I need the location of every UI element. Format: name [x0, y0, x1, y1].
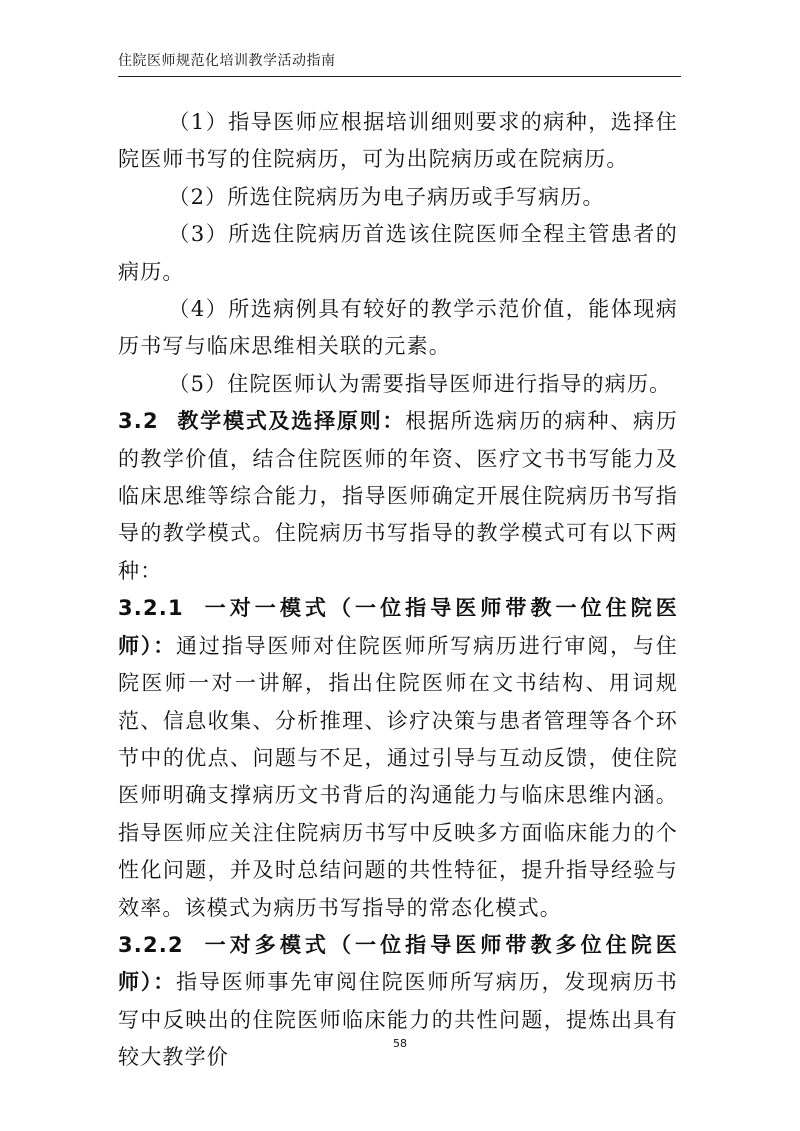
page-number: 58: [393, 1037, 407, 1050]
section-3-2-1-number: 3.2.1: [118, 596, 184, 621]
section-3-2-heading: 教学模式及选择原则：: [176, 409, 406, 434]
list-item-3: （3）所选住院病历首选该住院医师全程主管患者的病历。: [118, 222, 678, 284]
section-3-2-1-text: 通过指导医师对住院医师所写病历进行审阅，与住院医师一对一讲解，指出住院医师在文书结构、用词规范、信息收集、分析推理、诊疗决策与患者管理等各个环节中的优点、问题与不足，通过引导与互动反馈，使住院医师明确支撑病历文书背后的沟通能力与临床思维内涵。指导医师应关注住院病历书写中反映多方面临床能力的个性化问题，并及时总结问题的共性特征，提升指导经验与效率。该模式为病历书写指导的常态化模式。: [118, 633, 678, 920]
list-item-2: （2）所选住院病历为电子病历或手写病历。: [168, 184, 605, 209]
list-item-4: （4）所选病例具有较好的教学示范价值，能体现病历书写与临床思维相关联的元素。: [118, 297, 678, 359]
section-3-2: [118, 403, 678, 590]
list-item-1: （1）指导医师应根据培训细则要求的病种，选择住院医师书写的住院病历，可为出院病历或在院病历。: [118, 110, 678, 172]
document-body: [118, 104, 678, 1077]
list-item-5: （5）住院医师认为需要指导医师进行指导的病历。: [168, 371, 672, 396]
section-3-2-2-number: 3.2.2: [118, 932, 184, 957]
section-3-2-2: [118, 927, 678, 1077]
section-3-2-text: 根据所选病历的病种、病历的教学价值，结合住院医师的年资、医疗文书书写能力及临床思维等综合能力，指导医师确定开展住院病历书写指导的教学模式。住院病历书写指导的教学模式可有以下两种：: [118, 409, 678, 583]
section-3-2-1-heading: 一对一模式（一位指导医师带教一位住院医师）：: [118, 596, 678, 658]
section-3-2-2-text: 指导医师事先审阅住院医师所写病历，发现病历书写中反映出的住院医师临床能力的共性问题，提炼出具有较大教学价: [118, 970, 678, 1070]
section-3-2-2-heading: 一对多模式（一位指导医师带教多位住院医师）：: [118, 932, 678, 995]
section-3-2-1: [118, 590, 678, 927]
section-3-2-number: 3.2: [118, 409, 159, 434]
running-header: 住院医师规范化培训教学活动指南: [118, 52, 681, 77]
